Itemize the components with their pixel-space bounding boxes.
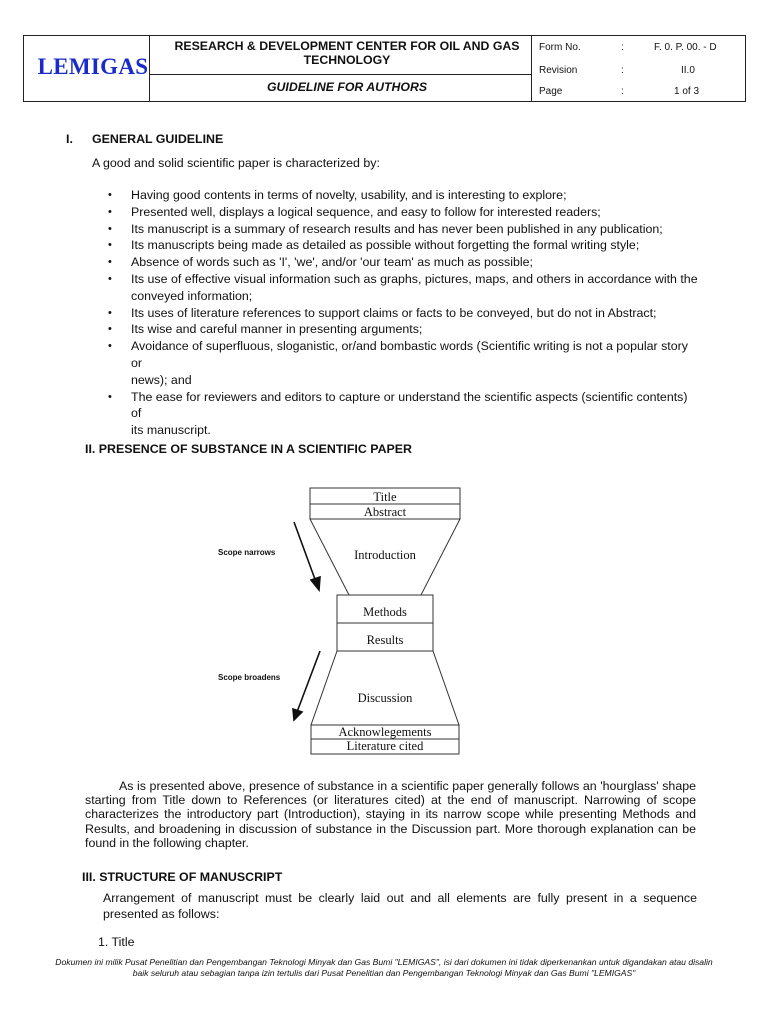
meta-label: Form No.	[539, 42, 581, 53]
section-3-line-2: presented as follows:	[103, 907, 220, 921]
footer-line-1: Dokumen ini milik Pusat Penelitian dan Pengembangan Teknologi Minyak dan Gas Bumi "LEMIGAS", isi dari dokumen ini tidak diperkenankan untuk digandakan atau disalin	[55, 957, 713, 967]
footer-line-2: baik seluruh atau sebagian tanpa izin tertulis dari Pusat Penelitian dan Pengembangan Teknologi Minyak dan Gas Bumi "LEMIGAS"	[132, 968, 636, 978]
list-item-text: Presented well, displays a logical sequence, and easy to follow for interested readers;	[131, 204, 601, 219]
diagram-literature-label: Literature cited	[346, 739, 424, 753]
diagram-results-label: Results	[366, 633, 404, 647]
meta-value: II.0	[681, 65, 695, 76]
arrow-head-icon	[311, 577, 320, 590]
bullet-icon: •	[108, 306, 112, 319]
diagram-introduction-label: Introduction	[354, 548, 416, 562]
list-item-text: Its use of effective visual information such as graphs, pictures, maps, and others in accordance with the	[131, 271, 698, 286]
list-item-text: Its manuscript is a summary of research results and has never been published in any publication;	[131, 221, 663, 236]
diagram-discussion-label: Discussion	[357, 691, 413, 705]
list-item-text: Avoidance of superfluous, sloganistic, or/and bombastic words (Scientific writing is not a popular story or	[131, 339, 688, 370]
section-1-number: I.	[66, 132, 73, 146]
bullet-icon: •	[108, 256, 112, 269]
lemigas-logo: LEMIGAS	[37, 54, 149, 79]
list-item-text: Having good contents in terms of novelty, usability, and is interesting to explore;	[131, 188, 567, 202]
scope-narrows-label: Scope narrows	[218, 548, 276, 557]
list-item-text: its manuscript.	[131, 423, 211, 438]
list-item-text: Its wise and careful manner in presenting arguments;	[131, 322, 423, 337]
section-1-title: GENERAL GUIDELINE	[92, 132, 224, 146]
structure-item-title: 1. Title	[98, 935, 135, 949]
bullet-icon: •	[108, 222, 112, 235]
document-title: GUIDELINE FOR AUTHORS	[266, 80, 428, 94]
discussion-funnel	[311, 651, 459, 725]
diagram-methods-label: Methods	[363, 605, 407, 619]
meta-label: Revision	[539, 65, 578, 76]
arrow-head-icon	[293, 709, 302, 720]
scope-broadens-arrow	[297, 651, 320, 712]
section-3-line-1: Arrangement of manuscript must be clearly laid out and all elements are fully present in a sequence	[103, 891, 697, 905]
scope-broadens-label: Scope broadens	[218, 673, 281, 682]
meta-label: Page	[539, 86, 563, 97]
scope-narrows-arrow	[294, 522, 316, 582]
bullet-icon: •	[108, 323, 112, 336]
confidentiality-footer	[30, 957, 738, 979]
bullet-icon: •	[108, 239, 112, 252]
bullet-icon: •	[108, 205, 112, 218]
meta-sep: :	[621, 65, 624, 76]
diagram-acknowledgements-label: Acknowlegements	[338, 725, 432, 739]
list-item-text: news); and	[131, 372, 192, 387]
meta-value: 1 of 3	[674, 86, 700, 97]
bullet-icon: •	[108, 390, 112, 403]
section-3-title: III. STRUCTURE OF MANUSCRIPT	[82, 870, 283, 884]
org-line-1: RESEARCH & DEVELOPMENT CENTER FOR OIL AND GAS	[174, 39, 520, 53]
list-item-text: conveyed information;	[131, 288, 253, 303]
bullet-icon: •	[108, 340, 112, 353]
list-item-text: Its uses of literature references to support claims or facts to be conveyed, but do not in Abstract;	[131, 305, 657, 320]
meta-sep: :	[621, 86, 624, 97]
list-item-text: Its manuscripts being made as detailed as possible without forgetting the formal writing style;	[131, 238, 640, 253]
meta-sep: :	[621, 42, 624, 53]
bullet-icon: •	[108, 189, 112, 201]
hourglass-paragraph-text: As is presented above, presence of substance in a scientific paper generally follows an 'hourglass' shape starting from Title down to References (or literatures cited) at the end of manuscript. Narrowing of scope characterizes the introductory part (Introduction), staying in its narrow scope while presenting Methods and Results, and broadening in discussion of substance in the Discussion part. More thorough explanation can be found in the following chapter.	[85, 779, 696, 850]
meta-value: F. 0. P. 00. - D	[654, 42, 717, 53]
bullet-icon: •	[108, 272, 112, 285]
diagram-abstract-label: Abstract	[363, 505, 407, 519]
list-item-text: The ease for reviewers and editors to capture or understand the scientific aspects (scientific contents) of	[131, 389, 688, 421]
diagram-title-label: Title	[373, 490, 397, 504]
section-2-title: II. PRESENCE OF SUBSTANCE IN A SCIENTIFIC PAPER	[85, 442, 413, 456]
section-1-intro: A good and solid scientific paper is characterized by:	[92, 156, 380, 170]
org-line-2: TECHNOLOGY	[303, 53, 391, 67]
list-item-text: Absence of words such as 'I', 'we', and/or 'our team' as much as possible;	[131, 255, 533, 270]
hourglass-paragraph	[85, 779, 696, 850]
